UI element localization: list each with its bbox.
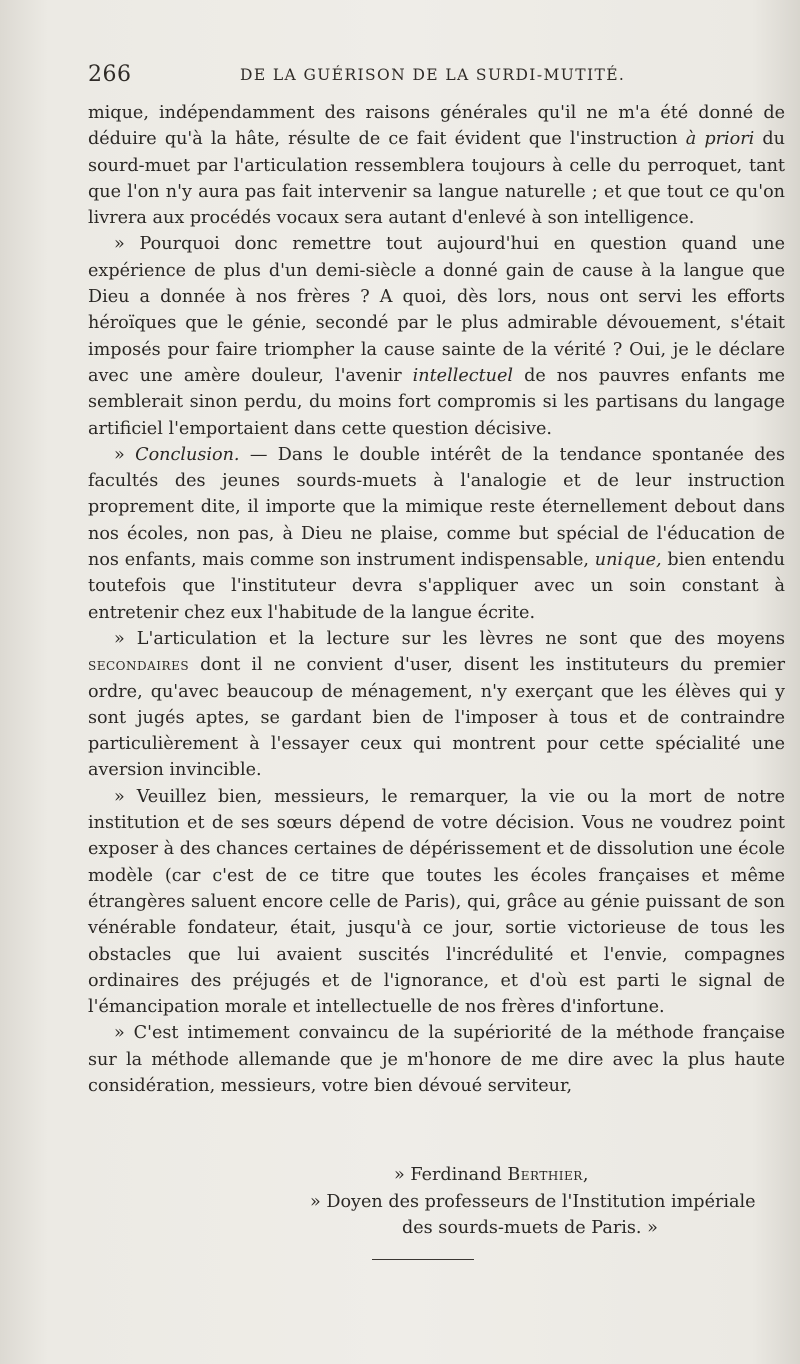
paragraph-conclusion (88, 442, 785, 626)
page-header (88, 62, 785, 92)
paragraph-text: dont il ne convient d'user, disent les instituteurs du premier ordre, qu'avec beaucoup de ménagement, n'y exerçant que les élèves qui y sont jugés aptes, se gardant bien de l'imposer à tous et de contraindre particulièrement à l'essayer ceux qui montrent pour cette spécialité une aversion invincible. (88, 655, 785, 781)
signature-surname: Berthier (507, 1165, 583, 1185)
running-head: DE LA GUÉRISON DE LA SURDI-MUTITÉ. (240, 66, 626, 84)
paragraph-text: bien entendu toutefois que l'instituteur devra s'appliquer avec un soin constant à entretenir chez eux l'habitude de la langue écrite. (88, 550, 785, 623)
italic-term: unique, (594, 550, 662, 571)
paragraph (88, 626, 785, 784)
paragraph-text: » L'articulation et la lecture sur les lèvres ne sont que des moyens (114, 628, 785, 649)
paragraph-text: » Veuillez bien, messieurs, le remarquer, la vie ou la mort de notre institution et de ses sœurs dépend de votre décision. Vous ne voudrez point exposer à des chances certaines de dépérissement et de dissolution une école modèle (car c'est de ce titre que toutes les écoles françaises et même étrangères saluent encore celle de Paris), qui, grâce au génie puissant de son vénérable fondateur, était, jusqu'à ce jour, sortie victorieuse de tous les obstacles que lui avaient suscités l'incrédulité et l'envie, compagnes ordinaires des préjugés et de l'ignorance, et d'où est parti le signal de l'émancipation morale et intellectuelle de nos frères d'infortune. (88, 786, 785, 1018)
paragraph-text: du sourd-muet par l'articulation ressemblera toujours à celle du perroquet, tant que l'on n'y aura pas fait intervenir sa langue naturelle ; et que tout ce qu'on livrera aux procédés vocaux sera autant d'enlevé à son intelligence. (88, 129, 785, 229)
paragraph (88, 231, 785, 441)
signature-name (88, 1162, 785, 1189)
body-text (88, 100, 785, 1099)
paragraph-continuation (88, 100, 785, 231)
signature-block (88, 1162, 785, 1242)
paragraph-text: » C'est intimement convaincu de la supériorité de la méthode française sur la méthode allemande que je m'honore de me dire avec la plus haute considération, messieurs, votre bien dévoué serviteur, (88, 1023, 785, 1096)
section-heading-italic: Conclusion. (135, 444, 240, 465)
paragraph-text: — Dans le double intérêt de la tendance spontanée des facultés des jeunes sourds-muets à l'analogie et de leur instruction proprement dite, il importe que la mimique reste éternellement debout dans nos écoles, non pas, à Dieu ne plaise, comme but spécial de l'éducation de nos enfants, mais comme son instrument indispensable, (88, 444, 786, 571)
italic-term: à priori (685, 129, 755, 150)
signature-punctuation: , (582, 1165, 589, 1185)
paragraph (88, 784, 785, 1021)
signature-institution: des sourds-muets de Paris. » (402, 1218, 658, 1238)
paragraph (88, 1020, 785, 1099)
signature-title: » Doyen des professeurs de l'Institution impériale (310, 1191, 756, 1212)
closing-rule (372, 1259, 474, 1260)
paragraph-text: mique, indépendamment des raisons générales qu'il ne m'a été donné de déduire qu'à la hâte, résulte de ce fait évident que l'instruction (88, 103, 785, 150)
italic-term: intellectuel (412, 365, 514, 386)
quote-mark: » (114, 444, 136, 465)
small-caps-term: secondaires (88, 655, 190, 676)
paragraph-text: de nos pauvres enfants me semblerait sinon perdu, du moins fort compromis si les partisans du langage artificiel l'emportaient dans cette question décisive. (88, 365, 786, 439)
signature-given-name: » Ferdinand (394, 1165, 508, 1185)
paragraph-text: » Pourquoi donc remettre tout aujourd'hui en question quand une expérience de plus d'un demi-siècle a donné gain de cause à la langue que Dieu a donnée à nos frères ? A quoi, dès lors, nous ont servi les efforts héroïques que le génie, secondé par le plus admirable dévouement, s'était imposés pour faire triompher la cause sainte de la vérité ? Oui, je le déclare avec une amère douleur, l'avenir (88, 234, 785, 386)
page-number: 266 (88, 62, 132, 87)
